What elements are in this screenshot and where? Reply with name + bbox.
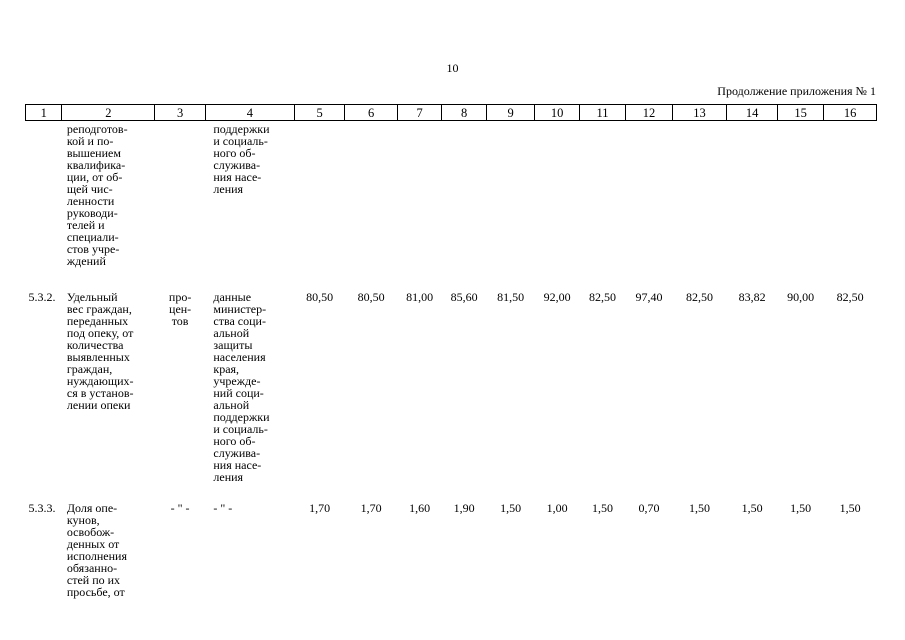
column-number: 11 — [579, 105, 625, 121]
indicator-value — [727, 121, 778, 284]
indicator-value — [626, 121, 672, 284]
indicator-value: 0,70 — [638, 501, 660, 515]
indicator-value: 85,60 — [450, 290, 478, 304]
indicator-unit — [155, 121, 206, 284]
indicator-unit: про- цен- тов — [168, 290, 192, 328]
indicator-value: 80,50 — [357, 290, 385, 304]
indicator-value: 1,70 — [309, 501, 331, 515]
indicator-value: 97,40 — [635, 290, 663, 304]
indicator-table — [25, 104, 877, 598]
indicator-value: 81,50 — [497, 290, 525, 304]
column-number: 1 — [26, 105, 62, 121]
indicator-value: 80,50 — [306, 290, 334, 304]
column-number: 2 — [62, 105, 155, 121]
table-row — [26, 121, 877, 284]
indicator-value: 1,50 — [500, 501, 522, 515]
indicator-value: 92,00 — [543, 290, 571, 304]
indicator-name: Удельный вес граждан, переданных под опеку, от количества выявленных граждан, нуждающих- ся в установ- лении опеки — [66, 290, 134, 412]
table-header-row — [26, 105, 877, 121]
indicator-value — [535, 121, 579, 284]
indicator-source: поддержки и социаль- ного об- служива- ния насе- ления — [213, 122, 270, 196]
column-number: 15 — [777, 105, 823, 121]
indicator-name: Доля опе- кунов, освобож- денных от исполнения обязанно- стей по их просьбе, от — [66, 501, 127, 599]
indicator-value: 82,50 — [686, 290, 714, 304]
indicator-value: 1,50 — [790, 501, 812, 515]
column-number: 10 — [535, 105, 579, 121]
indicator-value: 1,50 — [741, 501, 763, 515]
indicator-value — [579, 121, 625, 284]
indicator-value: 1,60 — [409, 501, 431, 515]
indicator-value: 1,00 — [546, 501, 568, 515]
indicator-value — [442, 121, 486, 284]
table-row — [26, 283, 877, 497]
indicator-value — [294, 121, 345, 284]
indicator-value — [397, 121, 441, 284]
column-number: 5 — [294, 105, 345, 121]
indicator-unit: - " - — [170, 501, 190, 515]
table-row — [26, 497, 877, 598]
indicator-source: - " - — [213, 501, 233, 515]
column-number: 16 — [824, 105, 877, 121]
indicator-value: 82,50 — [836, 290, 864, 304]
column-number: 12 — [626, 105, 672, 121]
indicator-value: 1,50 — [689, 501, 711, 515]
column-number: 4 — [205, 105, 294, 121]
indicator-code — [26, 121, 62, 284]
indicator-value: 1,90 — [453, 501, 475, 515]
page-number: 10 — [446, 61, 459, 75]
indicator-value: 81,00 — [406, 290, 434, 304]
indicator-value: 1,50 — [839, 501, 861, 515]
indicator-value: 1,70 — [360, 501, 382, 515]
column-number: 3 — [155, 105, 206, 121]
indicator-value — [672, 121, 727, 284]
column-number: 6 — [345, 105, 398, 121]
indicator-code: 5.3.3. — [28, 501, 56, 515]
indicator-value — [486, 121, 535, 284]
indicator-value: 1,50 — [592, 501, 614, 515]
indicator-source: данные министер- ства соци- альной защиты населения края, учрежде- ний соци- альной поддержки и социаль- ного об- служива- ния насе- ления — [213, 290, 270, 484]
indicator-value — [777, 121, 823, 284]
indicator-value — [345, 121, 398, 284]
column-number: 7 — [397, 105, 441, 121]
column-number: 13 — [672, 105, 727, 121]
indicator-value: 90,00 — [787, 290, 815, 304]
indicator-value: 83,82 — [738, 290, 766, 304]
indicator-code: 5.3.2. — [28, 290, 56, 304]
indicator-value — [824, 121, 877, 284]
indicator-name: реподготов- кой и по- вышением квалифика- ции, от об- щей чис- ленности руководи- телей и специали- стов учре- ждений — [66, 122, 128, 268]
continuation-label: Продолжение приложения № 1 — [717, 84, 876, 98]
column-number: 8 — [442, 105, 486, 121]
column-number: 14 — [727, 105, 778, 121]
column-number: 9 — [486, 105, 535, 121]
indicator-value: 82,50 — [589, 290, 617, 304]
